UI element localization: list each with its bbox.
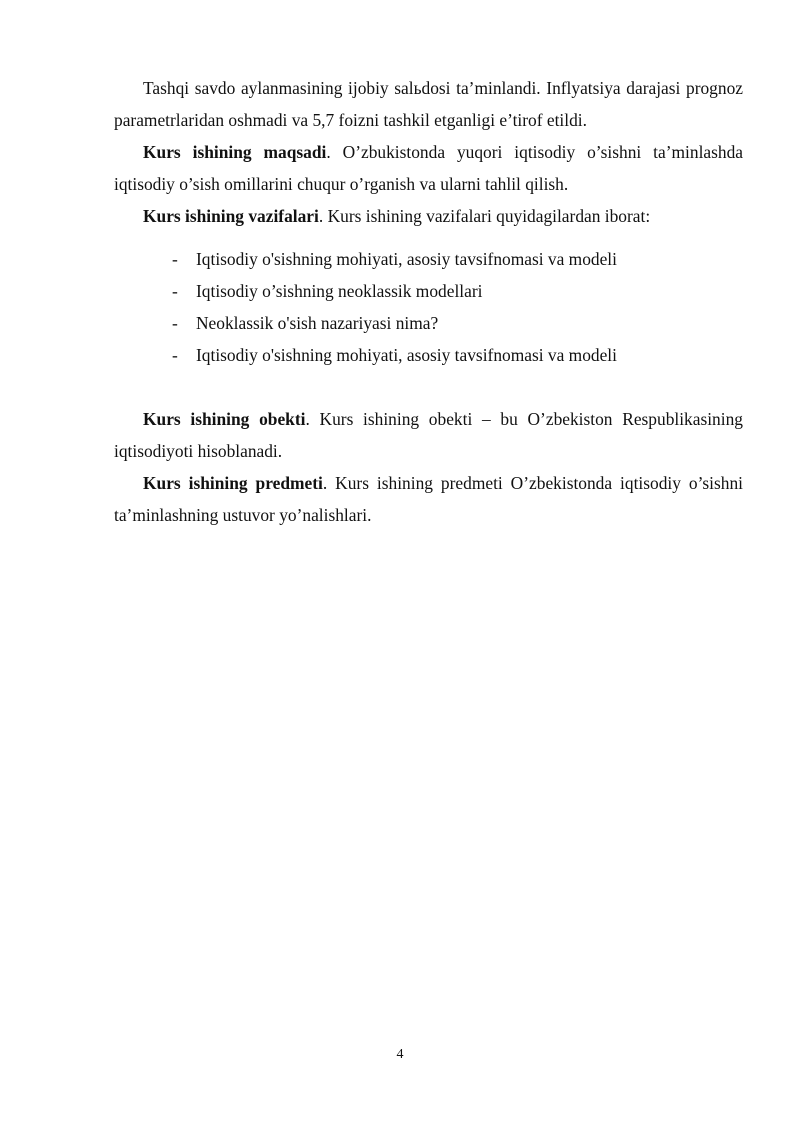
tasks-text: . Kurs ishining vazifalari quyidagilardan iborat: bbox=[318, 206, 651, 226]
purpose-heading: Kurs ishining maqsadi bbox=[143, 142, 327, 162]
subject-heading: Kurs ishining predmeti bbox=[143, 473, 323, 493]
list-item-text: Iqtisodiy o'sishning mohiyati, asosiy tavsifnomasi va modeli bbox=[196, 249, 617, 269]
page-content bbox=[114, 72, 743, 531]
list-item bbox=[114, 243, 743, 275]
object-heading: Kurs ishining obekti bbox=[143, 409, 306, 429]
paragraph-tasks bbox=[114, 200, 743, 232]
page-number: 4 bbox=[396, 1047, 404, 1062]
list-dash: - bbox=[172, 249, 178, 269]
list-item bbox=[114, 339, 743, 371]
tasks-heading: Kurs ishining vazifalari bbox=[143, 206, 319, 226]
object-text: . Kurs ishining obekti – bu O’zbekiston Respublikasining iqtisodiyoti hisoblanadi. bbox=[114, 409, 743, 461]
list-dash: - bbox=[172, 313, 178, 333]
paragraph-purpose bbox=[114, 136, 743, 200]
paragraph-subject bbox=[114, 467, 743, 531]
paragraph-trade-balance: Tashqi savdo aylanmasining ijobiy salьdosi ta’minlandi. Inflyatsiya darajasi prognoz parametrlaridan oshmadi va 5,7 foizni tashkil etganligi e’tirof etildi. bbox=[114, 78, 743, 130]
purpose-text: . O’zbukistonda yuqori iqtisodiy o’sishni ta’minlashda iqtisodiy o’sish omillarini chuqur o’rganish va ularni tahlil qilish. bbox=[114, 142, 743, 194]
list-dash: - bbox=[172, 281, 178, 301]
list-item bbox=[114, 275, 743, 307]
list-item-text: Neoklassik o'sish nazariyasi nima? bbox=[196, 313, 439, 333]
list-item bbox=[114, 307, 743, 339]
subject-text: . Kurs ishining predmeti O’zbekistonda iqtisodiy o’sishni ta’minlashning ustuvor yo’nalishlari. bbox=[114, 473, 743, 525]
blank-line bbox=[114, 371, 743, 403]
paragraph-object bbox=[114, 403, 743, 467]
list-item-text: Iqtisodiy o'sishning mohiyati, asosiy tavsifnomasi va modeli bbox=[196, 345, 617, 365]
tasks-list bbox=[114, 243, 743, 371]
list-dash: - bbox=[172, 345, 178, 365]
list-item-text: Iqtisodiy o’sishning neoklassik modellari bbox=[196, 281, 483, 301]
